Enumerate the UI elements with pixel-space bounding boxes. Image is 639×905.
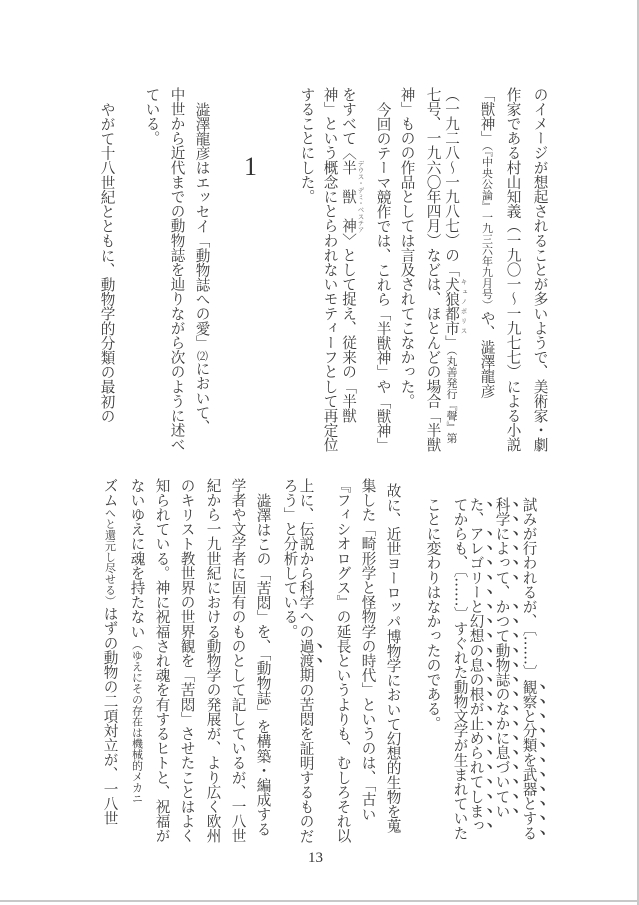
page-bottom-border bbox=[0, 900, 639, 902]
text-segment: において、 bbox=[193, 361, 211, 435]
text-line bbox=[155, 478, 170, 843]
text-line bbox=[130, 478, 145, 804]
ruby-annotated-text bbox=[340, 160, 365, 233]
inline-note: へと還元し尽せる） bbox=[103, 507, 117, 607]
text-segment: やがて十八世紀とともに、動物学的分類の最初の bbox=[98, 102, 116, 424]
text-line bbox=[361, 478, 376, 821]
ruby-reading: キュノポリス bbox=[459, 276, 468, 336]
text-line bbox=[195, 102, 210, 434]
text-line bbox=[206, 478, 221, 843]
text-segment: 期の苦悶を証明するものだ bbox=[297, 667, 315, 844]
text-segment: ないゆえに魂を持たない bbox=[128, 478, 146, 639]
text-line bbox=[231, 478, 246, 843]
text-segment: ろう」と分析している。 bbox=[281, 478, 299, 639]
text-segment: 神」という概念にとらわれないモティーフとして再定位 bbox=[321, 87, 339, 452]
text-segment: 」 bbox=[443, 335, 460, 350]
ruby-reading: デウス・デミ・ベステア bbox=[356, 160, 365, 233]
text-segment: （一九二八〜一九八七）の「 bbox=[443, 87, 460, 277]
text-segment: 澁澤龍彦はエッセイ「動物誌への愛」 bbox=[193, 102, 211, 351]
inline-note: （ゆえにその存在は機械的メカニ bbox=[130, 638, 144, 804]
text-segment: をすべて〈 bbox=[340, 87, 357, 160]
text-line bbox=[170, 87, 185, 452]
emphasized-text: た、アレゴリーと幻想の息の根が止められてしまっ bbox=[467, 497, 485, 833]
text-line bbox=[103, 478, 118, 825]
text-line bbox=[256, 493, 271, 836]
text-line bbox=[443, 87, 468, 444]
text-segment: 集した「畸形学と怪物学の時代」というのは、「古い bbox=[359, 478, 377, 822]
text-line bbox=[376, 102, 391, 452]
text-segment: 澁澤はこの「苦悶」を、「動物誌」を構築・編成する bbox=[254, 493, 272, 837]
page-number: 13 bbox=[308, 850, 323, 866]
text-segment: 試みが行われるが、〔……〕 bbox=[520, 497, 538, 680]
emphasized-text: 過渡 bbox=[297, 638, 315, 668]
ruby-base: 半 獣 神 bbox=[340, 160, 357, 233]
ruby-base: 犬狼都市 bbox=[443, 276, 460, 336]
text-segment: 〉として捉え、従来の「半獣 bbox=[340, 233, 357, 423]
text-line bbox=[386, 483, 401, 833]
inline-note: （『中央公論』一九三六年九月号） bbox=[480, 145, 494, 311]
text-segment: ている。 bbox=[143, 87, 161, 146]
text-segment: 『フィシオログス』の延長というよりも、むしろそれ以 bbox=[334, 478, 352, 843]
text-line bbox=[533, 87, 548, 452]
quote-line bbox=[453, 497, 468, 840]
emphasized-text: 科学によって、かつて動物誌のなかに息づいてい bbox=[493, 497, 511, 819]
text-segment: 紀から一九世紀における動物学の発展が、より広く欧州 bbox=[204, 478, 222, 843]
text-line bbox=[283, 478, 298, 639]
text-segment: 知られている。神に祝福され魂を有するヒトと、祝福が bbox=[153, 478, 171, 843]
text-line bbox=[297, 478, 325, 844]
text-segment: 学者や文学者に固有のものとして記しているが、一八世 bbox=[229, 478, 247, 843]
text-segment: 七号、一九六〇年四月）などは、ほとんどの場合「半獣 bbox=[424, 87, 442, 452]
text-segment: のイメージが想起されることが多いようで、美術家・劇 bbox=[531, 87, 549, 452]
text-line bbox=[340, 87, 365, 423]
quote-line bbox=[426, 497, 441, 731]
quote-line bbox=[493, 497, 521, 819]
text-segment: 中世から近代までの動物誌を辿りながら次のように述べ bbox=[168, 87, 186, 452]
text-segment: や、澁澤龍彦 bbox=[478, 310, 496, 399]
quote-line bbox=[520, 497, 548, 841]
text-segment: 故に、近世ヨーロッパ博物学において幻想的生物を蒐 bbox=[384, 483, 402, 834]
text-segment: 作家である村山知義（一九〇一〜一九七七）による小説 bbox=[504, 87, 522, 452]
text-segment: することにした。 bbox=[298, 87, 316, 204]
text-segment: 「獣神」 bbox=[478, 87, 496, 146]
text-segment: ズム bbox=[101, 478, 119, 508]
text-line bbox=[336, 478, 351, 843]
text-line bbox=[400, 87, 415, 408]
text-line bbox=[100, 102, 115, 423]
section-heading: 1 bbox=[244, 152, 257, 181]
text-line bbox=[506, 87, 521, 452]
text-line bbox=[145, 87, 160, 145]
text-segment: 今回のテーマ競作では、これら「半獣神」や「獣神」 bbox=[374, 102, 392, 453]
text-segment: のキリスト教世界の世界観を「苦悶」させたことはよく bbox=[178, 478, 196, 843]
text-segment: はずの動物の二項対立が、一八世 bbox=[101, 606, 119, 826]
inline-note: ⑵ bbox=[195, 350, 209, 362]
text-line bbox=[426, 87, 441, 452]
text-segment: てからも、〔……〕すぐれた動物文学が生まれていた bbox=[451, 497, 469, 841]
text-segment: ことに変わりはなかったのである。 bbox=[424, 497, 442, 731]
quote-line bbox=[467, 497, 495, 833]
text-line bbox=[480, 87, 495, 398]
emphasized-text: 観察と分類を武器とする bbox=[520, 679, 538, 841]
ruby-annotated-text bbox=[443, 276, 468, 336]
text-segment: 上に、伝説から科学への bbox=[297, 478, 315, 639]
text-line bbox=[323, 87, 338, 452]
text-segment: 神」ものの作品としては言及されてこなかった。 bbox=[398, 87, 416, 409]
inline-note: （丸善発行『聲』第 bbox=[445, 349, 458, 444]
text-line bbox=[180, 478, 195, 843]
text-line bbox=[300, 87, 315, 204]
